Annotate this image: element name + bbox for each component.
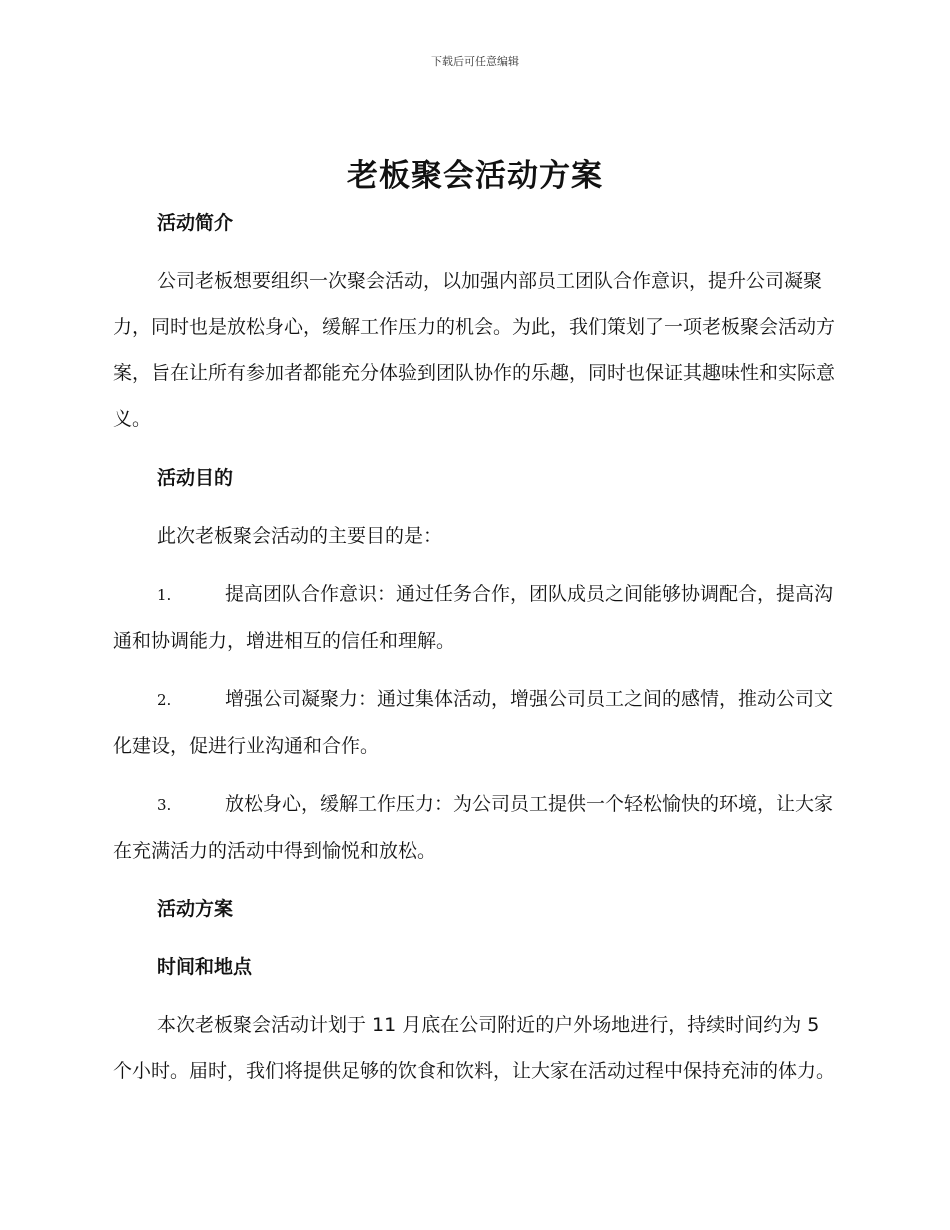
document-title: 老板聚会活动方案 <box>347 158 603 194</box>
time-place-paragraph: 本次老板聚会活动计划于 11 月底在公司附近的户外场地进行，持续时间约为 5 个小时。届时，我们将提供足够的饮食和饮料，让大家在活动过程中保持充沛的体力。 <box>113 1014 836 1082</box>
page-header-note: 下载后可任意编辑 <box>431 55 519 68</box>
purpose-list-item <box>113 571 835 664</box>
section-heading-plan: 活动方案 <box>157 898 234 920</box>
section-heading-intro: 活动简介 <box>157 212 234 234</box>
purpose-lead-paragraph: 此次老板聚会活动的主要目的是： <box>157 525 443 547</box>
document-body <box>113 200 835 1094</box>
purpose-list-item <box>113 781 835 874</box>
list-number: 3. <box>157 796 172 814</box>
list-item-text: 增强公司凝聚力：通过集体活动，增强公司员工之间的感情，推动公司文化建设，促进行业沟通和合作。 <box>113 688 834 757</box>
list-item-text: 提高团队合作意识：通过任务合作，团队成员之间能够协调配合，提高沟通和协调能力，增进相互的信任和理解。 <box>113 583 834 652</box>
section-heading-time-place: 时间和地点 <box>157 956 253 978</box>
purpose-list-item <box>113 676 835 769</box>
list-number: 1. <box>157 586 172 604</box>
list-number: 2. <box>157 691 172 709</box>
list-item-text: 放松身心，缓解工作压力：为公司员工提供一个轻松愉快的环境，让大家在充满活力的活动中得到愉悦和放松。 <box>113 793 834 862</box>
section-heading-purpose: 活动目的 <box>157 467 234 489</box>
intro-paragraph: 公司老板想要组织一次聚会活动，以加强内部员工团队合作意识，提升公司凝聚力，同时也是放松身心，缓解工作压力的机会。为此，我们策划了一项老板聚会活动方案，旨在让所有参加者都能充分体验到团队协作的乐趣，同时也保证其趣味性和实际意义。 <box>113 270 836 430</box>
